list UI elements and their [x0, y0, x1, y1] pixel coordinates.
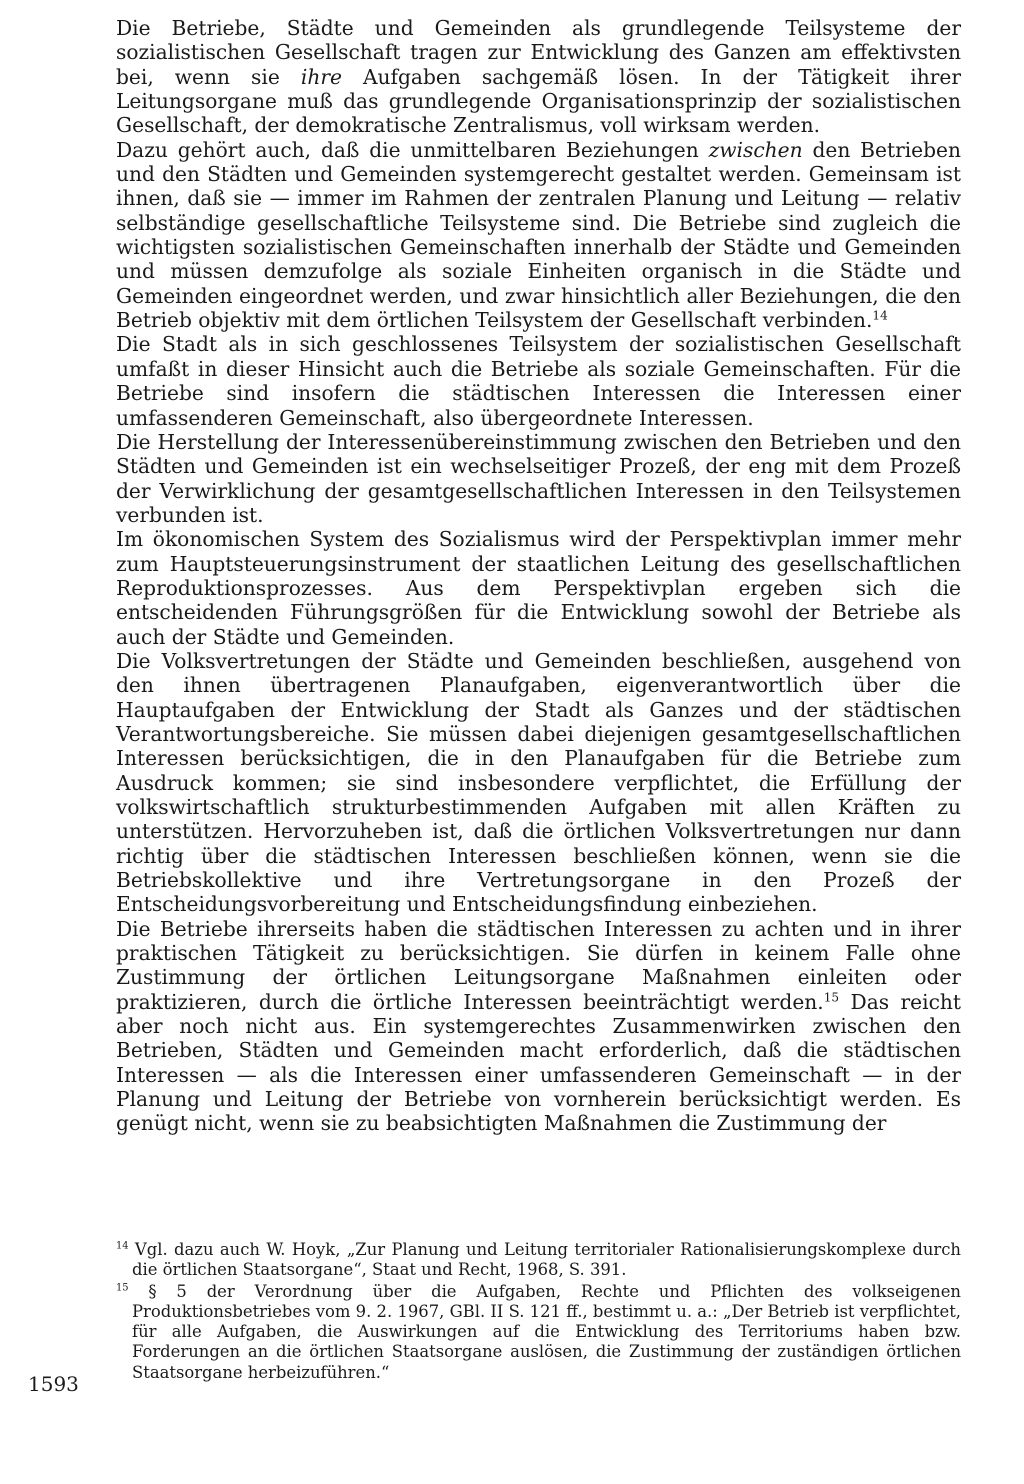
- paragraph-text: den Betrieben und den Städten und Gemeinden systemgerecht gestaltet werden. Gemeinsam ist ihnen, daß sie — immer im Rahmen der zentralen Planung und Leitung — relativ selbständige gesellschaftliche Teilsysteme sind. Die Betriebe sind zugleich die wichtigsten sozialistischen Gemeinschaften innerhalb der Städte und Gemeinden und müssen demzufolge als soziale Einheiten organisch in die Städte und Gemeinden eingeordnet werden, und zwar hinsichtlich aller Beziehungen, die den Betrieb objektiv mit dem örtlichen Teilsystem der Gesellschaft verbinden.: [116, 137, 961, 333]
- paragraph-text: Die Herstellung der Interessenübereinstimmung zwischen den Betrieben und den Städten und Gemeinden ist ein wechselseitiger Prozeß, der eng mit dem Prozeß der Verwirklichung der gesamtgesellschaftlichen Interessen in den Teilsystemen verbunden ist.: [116, 429, 961, 527]
- paragraph: [116, 430, 961, 527]
- footnote-marker: 15: [116, 1282, 129, 1294]
- footnote-reference: 14: [872, 308, 888, 323]
- emphasis-text: zwischen: [708, 137, 803, 162]
- paragraph: [116, 649, 961, 917]
- paragraph: [116, 16, 961, 138]
- paragraph-text: Die Volksvertretungen der Städte und Gemeinden beschließen, ausgehend von den ihnen übertragenen Planaufgaben, eigenverantwortlich über die Hauptaufgaben der Entwicklung der Stadt als Ganzes und der städtischen Verantwortungsbereiche. Sie müssen dabei diejenigen gesamtgesellschaftlichen Interessen berücksichtigen, die in den Planaufgaben für die Betriebe zum Ausdruck kommen; sie sind insbesondere verpflichtet, die Erfüllung der volkswirtschaftlich strukturbestimmenden Aufgaben mit allen Kräften zu unterstützen. Hervorzuheben ist, daß die örtlichen Volksvertretungen nur dann richtig über die städtischen Interessen beschließen können, wenn sie die Betriebskollektive und ihre Vertretungsorgane in den Prozeß der Entscheidungsvorbereitung und Entscheidungsfindung einbeziehen.: [116, 648, 961, 917]
- emphasis-text: ihre: [300, 64, 342, 89]
- paragraph: [116, 138, 961, 333]
- paragraph-text: Die Betriebe ihrerseits haben die städtischen Interessen zu achten und in ihrer praktischen Tätigkeit zu berücksichtigen. Sie dürfen in keinem Falle ohne Zustimmung der örtlichen Leitungsorgane Maßnahmen einleiten oder praktizieren, durch die örtliche Interessen beeinträchtigt werden.: [116, 916, 961, 1014]
- footnote: [116, 1282, 961, 1383]
- paragraph-text: Dazu gehört auch, daß die unmittelbaren Beziehungen: [116, 137, 709, 162]
- paragraph: [116, 527, 961, 649]
- footnote-text: § 5 der Verordnung über die Aufgaben, Rechte und Pflichten des volkseigenen Produktionsbetriebes vom 9. 2. 1967, GBl. II S. 121 ff., bestimmt u. a.: „Der Betrieb ist verpflichtet, für alle Aufgaben, die Auswirkungen auf die Entwicklung des Territoriums haben bzw. Forderungen an die örtlichen Staatsorgane auslösen, die Zustimmung der zuständigen örtlichen Staatsorgane herbeizuführen.“: [132, 1281, 961, 1382]
- footnote-reference: 15: [823, 990, 840, 1005]
- footnote-text: Vgl. dazu auch W. Hoyk, „Zur Planung und Leitung territorialer Rationalisierungskomplexe durch die örtlichen Staatsorgane“, Staat und Recht, 1968, S. 391.: [132, 1240, 961, 1280]
- paragraph: [116, 332, 961, 429]
- body-text: [116, 16, 961, 1136]
- paragraph-text: Das reicht aber noch nicht aus. Ein systemgerechtes Zusammenwirken zwischen den Betrieben, Städten und Gemeinden macht erforderlich, daß die städtischen Interessen — als die Interessen einer umfassenderen Gemeinschaft — in der Planung und Leitung der Betriebe von vornherein berücksichtigt werden. Es genügt nicht, wenn sie zu beabsichtigten Maßnahmen die Zustimmung der: [116, 989, 961, 1136]
- paragraph-text: Die Stadt als in sich geschlossenes Teilsystem der sozialistischen Gesellschaft umfaßt in dieser Hinsicht auch die Betriebe als soziale Gemeinschaften. Für die Betriebe sind insofern die städtischen Interessen die Interessen einer umfassenderen Gemeinschaft, also übergeordnete Interessen.: [116, 332, 961, 430]
- paragraph-text: Die Betriebe, Städte und Gemeinden als grundlegende Teilsysteme der sozialistischen Gesellschaft tragen zur Entwicklung des Ganzen am effektivsten bei, wenn sie: [116, 16, 961, 89]
- page-number: 1593: [28, 1372, 79, 1396]
- paragraph-text: Im ökonomischen System des Sozialismus wird der Perspektivplan immer mehr zum Hauptsteuerungsinstrument der staatlichen Leitung des gesellschaftlichen Reproduktionsprozesses. Aus dem Perspektivplan ergeben sich die entscheidenden Führungsgrößen für die Entwicklung sowohl der Betriebe als auch der Städte und Gemeinden.: [116, 527, 961, 649]
- footnote-marker: 14: [116, 1240, 129, 1252]
- paragraph-text: Aufgaben sachgemäß lösen. In der Tätigkeit ihrer Leitungsorgane muß das grundlegende Organisationsprinzip der sozialistischen Gesellschaft, der demokratische Zentralismus, voll wirksam werden.: [116, 64, 961, 138]
- paragraph: [116, 917, 961, 1136]
- footnotes: [116, 1240, 961, 1384]
- footnote: [116, 1240, 961, 1281]
